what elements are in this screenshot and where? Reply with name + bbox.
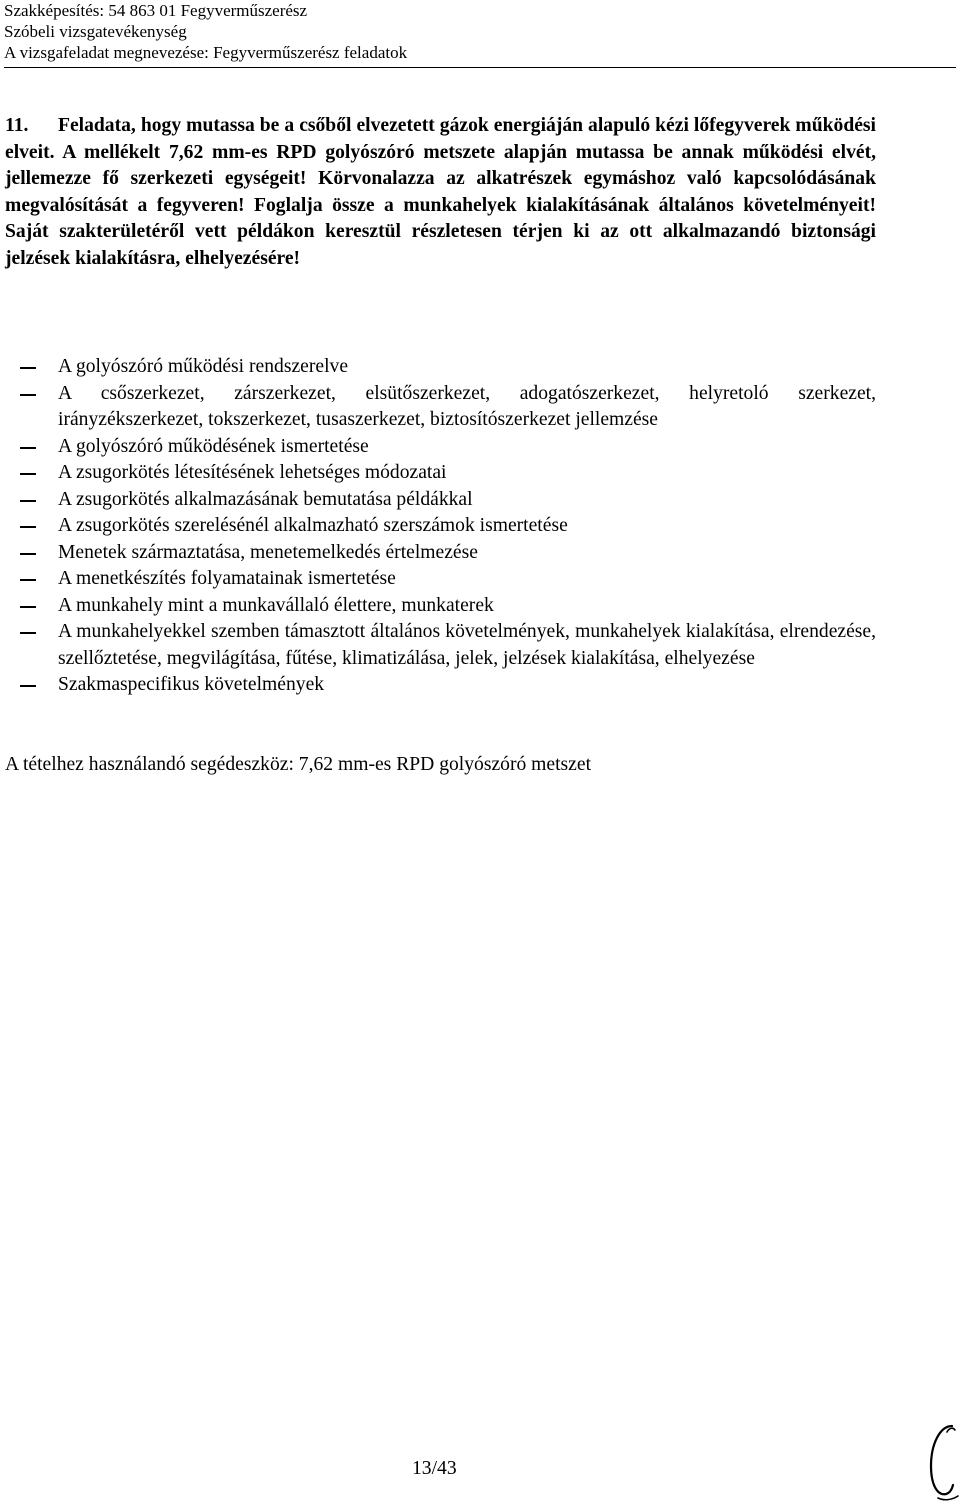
dash-bullet-icon: [20, 367, 36, 369]
list-item-text: A zsugorkötés alkalmazásának bemutatása példákkal: [58, 488, 473, 510]
list-item: [20, 566, 876, 593]
list-item: [20, 381, 876, 434]
list-item-text: A zsugorkötés létesítésének lehetséges módozatai: [58, 462, 447, 483]
task-description: [5, 113, 876, 272]
dash-bullet-icon: [20, 632, 36, 634]
list-item-text: Szakmaspecifikus követelmények: [58, 674, 325, 695]
required-tool-note: A tételhez használandó segédeszköz: 7,62 mm-es RPD golyószóró metszet: [5, 754, 592, 775]
list-item: [20, 619, 876, 672]
list-item-text: A munkahely mint a munkavállaló élettere, munkaterek: [58, 594, 494, 616]
list-item: [20, 540, 876, 567]
dash-bullet-icon: [20, 606, 36, 608]
page-number: 13/43: [412, 1458, 457, 1479]
dash-bullet-icon: [20, 553, 36, 555]
dash-bullet-icon: [20, 500, 36, 502]
topic-list: [20, 354, 876, 699]
dash-bullet-icon: [20, 579, 36, 581]
header-qualification: Szakképesítés: 54 863 01 Fegyverműszerész: [4, 1, 308, 20]
list-item-text: A csőszerkezet, zárszerkezet, elsütőszerkezet, adogatószerkezet, helyretoló szerkezet, irányzékszerkezet, tokszerkezet, tusaszerkezet, biztosítószerkezet jellemzése: [58, 382, 876, 430]
dash-bullet-icon: [20, 473, 36, 475]
task-number: 11.: [5, 115, 29, 136]
list-item: [20, 487, 876, 514]
header-divider: [4, 67, 956, 68]
list-item-text: A golyószóró működési rendszerelve: [58, 356, 349, 377]
list-item: [20, 672, 876, 699]
task-text: Feladata, hogy mutassa be a csőből elvezetett gázok energiáján alapuló kézi lőfegyverek működési elveit. A mellékelt 7,62 mm-es RPD golyószóró metszete alapján mutassa be annak működési elvét, jellemezze fő szerkezeti egységeit! Körvonalazza az alkatrészek egymáshoz való kapcsolódásának megvalósítását a fegyveren! Foglalja össze a munkahelyek kialakításának általános követelményeit! Saját szakterületéről vett példákon keresztül részletesen térjen ki az ott alkalmazandó biztonsági jelzések kialakításra, elhelyezésére!: [5, 115, 876, 269]
list-item-text: A zsugorkötés szerelésénél alkalmazható szerszámok ismertetése: [58, 515, 568, 536]
list-item: [20, 434, 876, 461]
dash-bullet-icon: [20, 526, 36, 528]
header-task-name: A vizsgafeladat megnevezése: Fegyverműszerész feladatok: [4, 43, 408, 62]
dash-bullet-icon: [20, 685, 36, 687]
list-item-text: A munkahelyekkel szemben támasztott általános követelmények, munkahelyek kialakítása, elrendezése, szellőztetése, megvilágítása, fűtése, klimatizálása, jelek, jelzések kialakítása, elhelyezése: [58, 621, 876, 669]
dash-bullet-icon: [20, 447, 36, 449]
list-item: [20, 460, 876, 487]
list-item: [20, 593, 876, 620]
list-item-text: Menetek származtatása, menetemelkedés értelmezése: [58, 541, 478, 563]
list-item: [20, 513, 876, 540]
list-item: [20, 354, 876, 381]
header-exam-type: Szóbeli vizsgatevékenység: [4, 22, 187, 41]
page-header: [4, 0, 407, 63]
signature-mark-icon: [916, 1418, 960, 1503]
dash-bullet-icon: [20, 394, 36, 396]
list-item-text: A golyószóró működésének ismertetése: [58, 435, 369, 457]
list-item-text: A menetkészítés folyamatainak ismertetése: [58, 568, 396, 589]
